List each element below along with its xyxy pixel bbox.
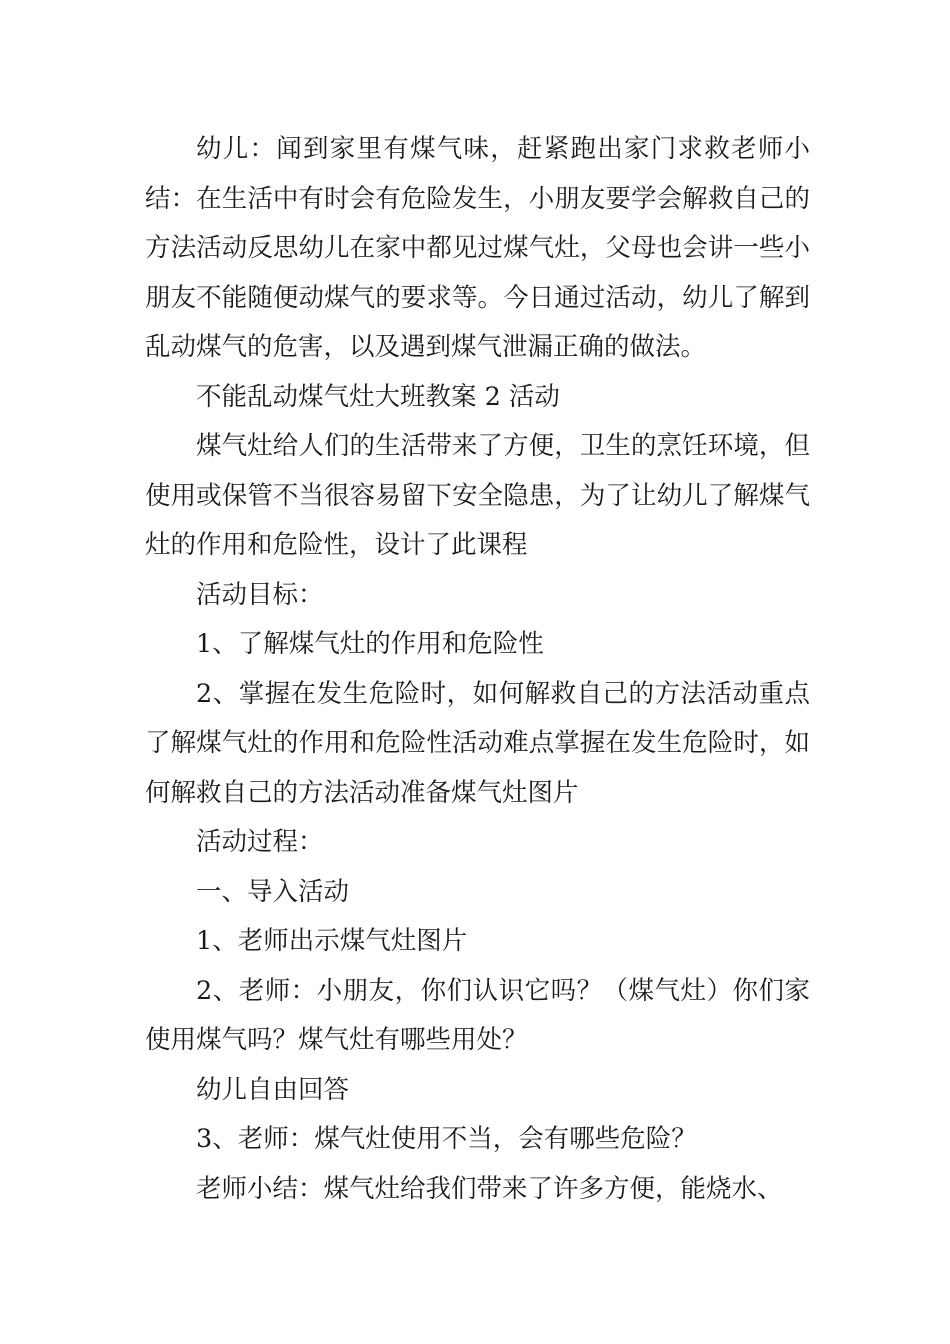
paragraph-goals-heading: 活动目标：: [196, 579, 324, 610]
document-body: [145, 125, 810, 1214]
paragraph-process-heading: 活动过程：: [196, 827, 324, 857]
paragraph-step-3: 3、老师：煤气灶使用不当，会有哪些危险？: [196, 1124, 697, 1154]
paragraph-step-1: 1、老师出示煤气灶图片: [196, 926, 468, 956]
paragraph-goal-1: 1、了解煤气灶的作用和危险性: [196, 629, 544, 659]
paragraph-intro: 煤气灶给人们的生活带来了方便，卫生的烹饪环境，但使用或保管不当很容易留下安全隐患，为了让幼儿了解煤气灶的作用和危险性，设计了此课程: [145, 431, 810, 560]
paragraph-reflection: 幼儿：闻到家里有煤气味，赶紧跑出家门求救老师小结：在生活中有时会有危险发生，小朋友要学会解救自己的方法活动反思幼儿在家中都见过煤气灶，父母也会讲一些小朋友不能随便动煤气的要求等。今日通过活动，幼儿了解到乱动煤气的危害，以及遇到煤气泄漏正确的做法。: [145, 134, 810, 362]
paragraph-teacher-summary: 老师小结：煤气灶给我们带来了许多方便，能烧水、: [196, 1173, 783, 1204]
paragraph-lesson-title: 不能乱动煤气灶大班教案 2 活动: [196, 381, 560, 412]
paragraph-step-2: 2、老师：小朋友，你们认识它吗？（煤气灶）你们家使用煤气吗？煤气灶有哪些用处？: [145, 975, 810, 1055]
paragraph-free-answer: 幼儿自由回答: [196, 1074, 350, 1105]
paragraph-section-1: 一、导入活动: [196, 876, 350, 907]
paragraph-goal-2: 2、掌握在发生危险时，如何解救自己的方法活动重点了解煤气灶的作用和危险性活动难点掌握在发生危险时，如何解救自己的方法活动准备煤气灶图片: [145, 678, 810, 808]
